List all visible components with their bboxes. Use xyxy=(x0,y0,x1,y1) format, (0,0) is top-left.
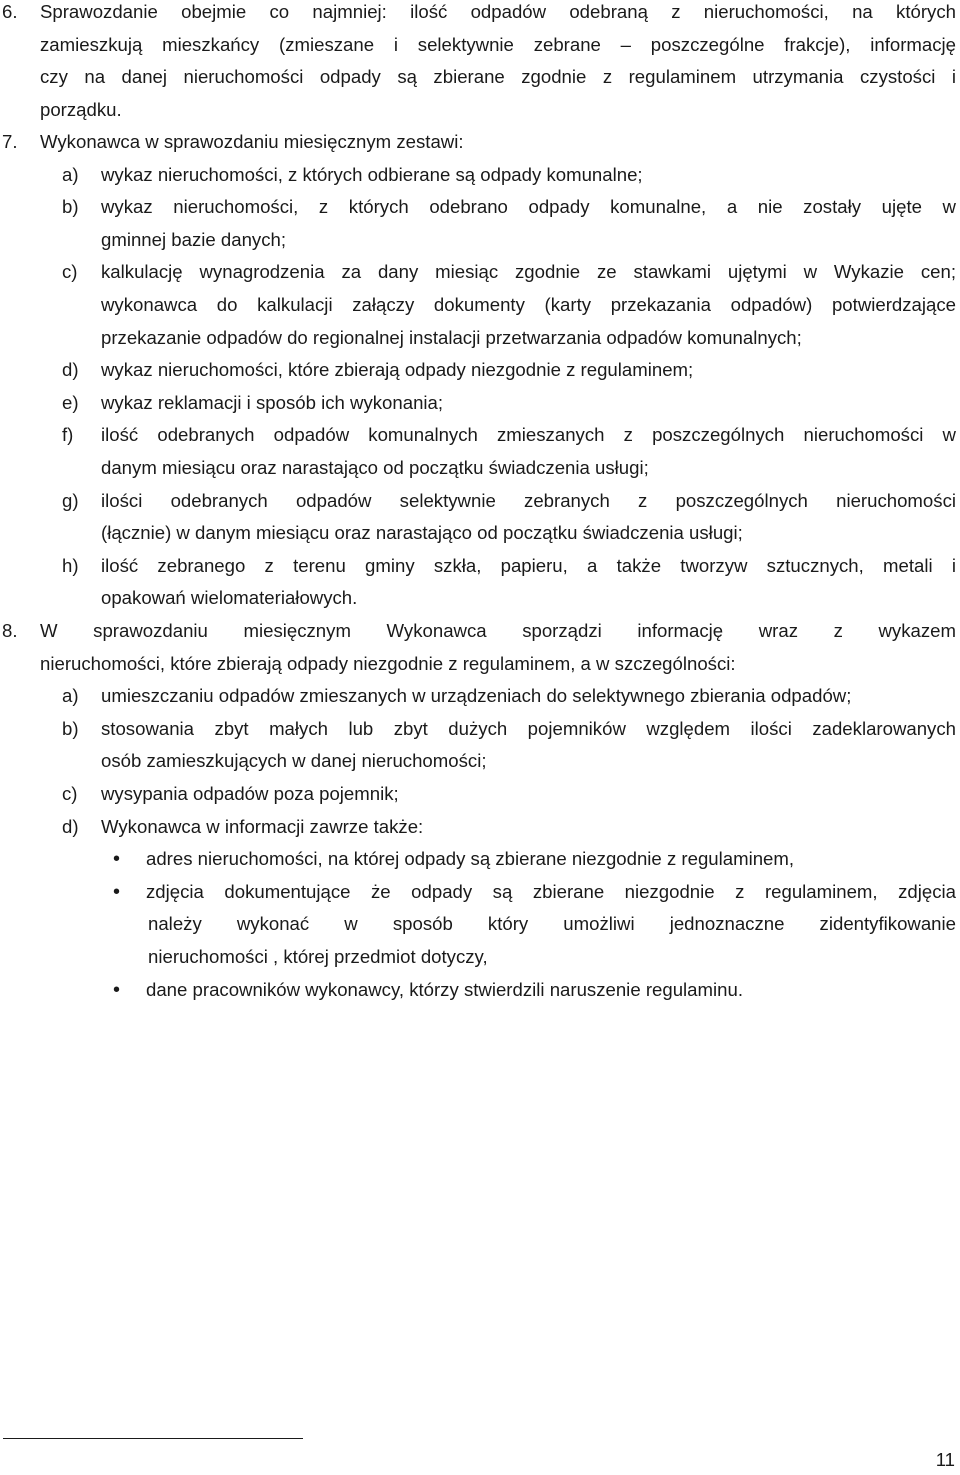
line-text: Sprawozdanie obejmie co najmniej: ilość odpadów odebraną z nieruchomości, na których xyxy=(40,1,956,22)
item-6 xyxy=(0,0,956,126)
line-text: nieruchomości , której przedmiot dotyczy, xyxy=(148,945,488,967)
line-text: opakowań wielomateriałowych. xyxy=(101,587,358,609)
text-line xyxy=(0,615,956,648)
line-text: (łącznie) w danym miesiącu oraz narastająco od początku świadczenia usługi; xyxy=(101,522,743,544)
item-number: 6. xyxy=(2,1,18,22)
sub-item-letter: h) xyxy=(62,554,79,576)
line-text: zdjęcia dokumentujące że odpady są zbierane niezgodnie z regulaminem, zdjęcia xyxy=(146,880,956,902)
sub-item-letter: a) xyxy=(62,685,79,707)
line-text: przekazanie odpadów do regionalnej instalacji przetwarzania odpadów komunalnych; xyxy=(101,326,802,348)
sub-item-letter: c) xyxy=(62,261,78,283)
text-line xyxy=(0,224,956,257)
line-text: stosowania zbyt małych lub zbyt dużych pojemników względem ilości zadeklarowanych xyxy=(101,717,956,739)
line-text: dane pracowników wykonawcy, którzy stwierdzili naruszenie regulaminu. xyxy=(146,978,743,1000)
text-line xyxy=(0,582,956,615)
line-text: wykaz reklamacji i sposób ich wykonania; xyxy=(101,391,444,413)
line-text: Wykonawca w sprawozdaniu miesięcznym zestawi: xyxy=(40,131,464,152)
text-line xyxy=(0,289,956,322)
line-text: wykaz nieruchomości, z których odbierane są odpady komunalne; xyxy=(101,163,643,185)
bullet-icon: • xyxy=(113,848,121,871)
bullet-item xyxy=(0,876,956,909)
sub-item-letter: d) xyxy=(62,815,79,837)
sub-item-letter: f) xyxy=(62,424,74,446)
item-number: 7. xyxy=(2,131,18,152)
sub-item-letter: a) xyxy=(62,163,79,185)
line-text: wykaz nieruchomości, które zbierają odpady niezgodnie z regulaminem; xyxy=(101,359,694,381)
page-number: 11 xyxy=(935,1449,955,1470)
line-text: wysypania odpadów poza pojemnik; xyxy=(101,782,399,804)
sub-item-a xyxy=(0,159,956,192)
line-text: zamieszkują mieszkańcy (zmieszane i selektywnie zebrane – poszczególne frakcje), informację xyxy=(40,33,956,55)
sub-item-a xyxy=(0,680,956,713)
sub-item-b xyxy=(0,713,956,746)
line-text: wykonawca do kalkulacji załączy dokumenty (karty przekazania odpadów) potwierdzające xyxy=(101,293,956,315)
line-text: ilość zebranego z terenu gminy szkła, papieru, a także tworzyw sztucznych, metali i xyxy=(101,554,956,576)
line-text: wykaz nieruchomości, z których odebrano odpady komunalne, a nie zostały ujęte w xyxy=(101,196,956,218)
footer-divider xyxy=(3,1438,303,1439)
sub-item-letter: b) xyxy=(62,717,79,739)
bullet-icon: • xyxy=(113,880,121,903)
bullet-icon: • xyxy=(113,978,121,1001)
line-text: kalkulację wynagrodzenia za dany miesiąc zgodnie ze stawkami ujętymi w Wykazie cen; xyxy=(101,261,956,283)
line-text: ilość odebranych odpadów komunalnych zmieszanych z poszczególnych nieruchomości w xyxy=(101,424,956,446)
sub-item-letter: e) xyxy=(62,391,79,413)
text-line xyxy=(0,94,956,127)
line-text: adres nieruchomości, na której odpady są zbierane niezgodnie z regulaminem, xyxy=(146,848,795,870)
line-text: Wykonawca w informacji zawrze także: xyxy=(101,815,424,837)
text-line xyxy=(0,941,956,974)
text-line xyxy=(0,322,956,355)
line-text: czy na danej nieruchomości odpady są zbierane zgodnie z regulaminem utrzymania czystości i xyxy=(40,66,956,88)
item-number: 8. xyxy=(2,620,18,641)
sub-item-g xyxy=(0,485,956,518)
line-text: W sprawozdaniu miesięcznym Wykonawca sporządzi informację wraz z wykazem xyxy=(40,620,956,641)
line-text: osób zamieszkujących w danej nieruchomości; xyxy=(101,750,487,772)
text-line xyxy=(0,517,956,550)
sub-item-letter: g) xyxy=(62,489,79,511)
text-line xyxy=(0,908,956,941)
line-text: porządku. xyxy=(40,98,122,120)
sub-item-c xyxy=(0,778,956,811)
text-line xyxy=(0,452,956,485)
line-text: należy wykonać w sposób który umożliwi jednoznaczne zidentyfikowanie xyxy=(148,913,956,935)
line-text: danym miesiącu oraz narastająco od początku świadczenia usługi; xyxy=(101,456,649,478)
text-line xyxy=(0,0,956,29)
sub-item-b xyxy=(0,191,956,224)
sub-item-d xyxy=(0,354,956,387)
sub-item-d xyxy=(0,811,956,844)
text-line xyxy=(0,745,956,778)
text-line xyxy=(0,29,956,62)
sub-item-c xyxy=(0,256,956,289)
sub-item-letter: b) xyxy=(62,196,79,218)
line-text: gminnej bazie danych; xyxy=(101,228,287,250)
line-text: umieszczaniu odpadów zmieszanych w urządzeniach do selektywnego zbierania odpadów; xyxy=(101,685,852,707)
sub-item-f xyxy=(0,419,956,452)
line-text: nieruchomości, które zbierają odpady niezgodnie z regulaminem, a w szczególności: xyxy=(40,652,736,674)
sub-item-letter: c) xyxy=(62,782,78,804)
bullet-item xyxy=(0,974,956,1007)
text-line xyxy=(0,61,956,94)
item-7 xyxy=(0,126,956,615)
item-8 xyxy=(0,615,956,1006)
bullet-item xyxy=(0,843,956,876)
sub-item-letter: d) xyxy=(62,359,79,381)
text-line xyxy=(0,126,956,159)
sub-item-h xyxy=(0,550,956,583)
text-line xyxy=(0,648,956,681)
sub-item-e xyxy=(0,387,956,420)
line-text: ilości odebranych odpadów selektywnie zebranych z poszczególnych nieruchomości xyxy=(101,489,956,511)
